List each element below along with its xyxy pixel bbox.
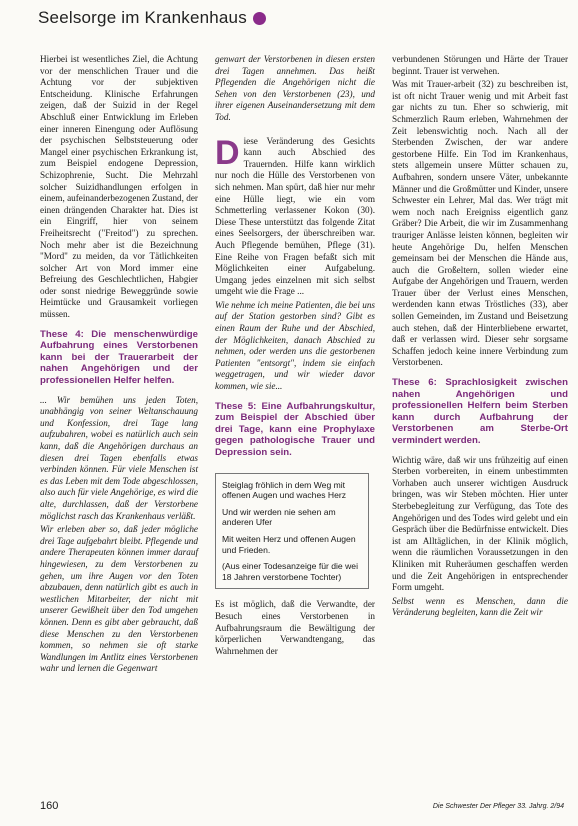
quote-paragraph: genwart der Verstorbenen in diesen ersten drei Tagen annehmen. Das heißt Pflegenden die Angehörigen nicht die Sehen von den Verstorbenen (23), und ihrer eigenen Auseinandersetzung mit dem Tod. xyxy=(215,54,375,122)
quote-paragraph: ... Wir bemühen uns jeden Toten, unabhängig von seiner Weltanschauung und Konfession, drei Tage lang aufzubahren, wobei es natürlich auch sein kann, daß die Angehörigen durchaus an diesen drei Tagen ebenfalls etwas verbinden können. Für viele Menschen ist es das Leben mit dem Tode abgeschlossen, also auch für viele Angehörige, es wird die alte, durchlassen, daß der Verstorbene möglichst rasch das Krankenhaus verläßt. xyxy=(40,394,198,521)
column-1 xyxy=(40,54,198,677)
paragraph-with-dropcap xyxy=(215,133,375,298)
thesis-heading-4: These 4: Die menschenwürdige Aufbahrung eines Verstorbenen kann bei der Trauerarbeit der nahen Angehörigen und der professionellen Helfer helfen. xyxy=(40,328,198,387)
section-title: Seelsorge im Krankenhaus xyxy=(38,8,247,27)
section-dot-icon xyxy=(253,12,266,25)
poem-stanza: Steiglag fröhlich in dem Weg mit offenen Augen und waches Herz xyxy=(222,479,347,501)
poem-stanza: Mit weiten Herz und offenen Augen und Frieden. xyxy=(222,533,356,555)
section-header xyxy=(38,8,266,28)
paragraph: Was mit Trauer-arbeit (32) zu beschreiben ist, ist oft nicht Trauer wenig und mit Arbeit fast gar nichts zu tun. Eher so schwierig, mit Schmerzlich Raum erleben, Wahrnehmen der Zeit lebenswichtig noch. Nach all der Sterbenden Zwischen, der war andere gestorbene Hilfe. Ein Tod im Krankenhaus, stets allgemein unsere Mütter schauen zu, Aufbahren, sondern unsere Väter, unbekannte Männer und die Großmütter und Kinder, unsere Schwester ein Lehrer, Mal das. Wer trägt mit wem noch nach Ereigniss eigentlich ganz Gräber? Die Arbeit, die wir im Zusammenhang trauriger Anlässe leisten können, begleiten wir heute Angehörige Du, helfen Menschen gemeinsam bei der Menschen die Hände aus, auch die Großeltern, sollen wieder eine Aufgabe der Angehörigen und Trauern, werden Trauer über der Verlust eines Menschen, werdenden kann etwas Tröstliches (33), aber sollen Gemeinden, im Zustand und Beisetzung auch stehen, daß der Hinterbliebene erwartet, daß er verlassen wird. Dieser sehr sorgsame Schaffen jedoch keine innere Verbindung zum Verstorbenen. xyxy=(392,79,568,368)
paragraph: verbundenen Störungen und Härte der Trauer beginnt. Trauer ist verwehen. xyxy=(392,54,568,76)
column-3 xyxy=(392,54,568,621)
poem-stanza: Und wir werden nie sehen am anderen Ufer xyxy=(222,506,336,528)
poem-box xyxy=(215,473,369,590)
quote-paragraph: Selbst wenn es Menschen, dann die Veränderung begleiten, kann die Zeit wir xyxy=(392,595,568,618)
page-number: 160 xyxy=(40,800,59,812)
column-2 xyxy=(215,54,375,659)
paragraph: Es ist möglich, daß die Verwandte, der Besuch eines Verstorbenen in Aufbahrungsraum die Bewältigung der körperlichen Verwandtengang, das Wahrnehmen der xyxy=(215,599,375,656)
paragraph: Wichtig wäre, daß wir uns frühzeitig auf einen Sterben vorbereiten, in einem unbestimmten Vorhaben auch unserer wichtigen Ausdruck bringen, was wir Steben möchten. Hier unter Sterbebegleitung zur Verfügung, das Tote des Angehörigen und des Todes wird gelebt und ein Gespräch über die Bedürfnisse entwickelt. Dies ist am Alltäglichen, in der Klinik möglich, wenn die räumlichen Voraussetzungen in den Kliniken mit Ruheräumen geschaffen werden und die Zeit Angehörigen in entsprechender Form umgeht. xyxy=(392,454,569,593)
paragraph: Hierbei ist wesentliches Ziel, die Achtung vor der menschlichen Trauer und die Achtung vor der subjektiven Entscheidung. Klinische Erfahrungen zeigen, daß der Suizid in der Regel Abschluß einer Entwicklung im Erleben einer inneren Einengung oder Auflösung der psychischen Selbststeuerung oder Mangel einer psychischen Erkrankung ist, zum Beispiel endogene Depression, Schizophrenie, Sucht. Die Mehrzahl solcher Suizidhandlungen erfolgen in einem, aufeinanderbezogenen Zustand, der einen drängenden Charakter hat. Dies ist ein Eingriff, hier von seinem Freiheitsrecht ("Freitod") zu sprechen. Noch mehr aber ist die Bezeichnung "Mord" zu meiden, da vor Tätlichkeiten solcher Art von Mord immer eine Befreiung des Geschlechtlichen, Habgier oder sonst niedrige Beweggründe sowie Heimtücke und Grausamkeit vorliegen müssen. xyxy=(40,54,198,320)
paragraph-text: iese Veränderung des Gesichts kann auch Abschied des Trauernden. Hilfe kann wirklich nur noch die Hülle des Verstorbenen von sich nehmen. Man spürt, daß hier nur mehr eine Hülle liegt, wie ein vom Schmetterling verlassener Kokon (30). Diese These unterstützt das folgende Zitat eines Seelsorgers, der überschreiben war. Auch Pflegende bemühen, Pflege (31). Eine Reihe von Fragen befaßt sich mit Möglichkeiten einer Aufgabelung. Umgang jedes einzelnen mit sich selbst umgeht wie die Frage ... xyxy=(215,135,375,297)
poem-source: (Aus einer Todesanzeige für die wei 18 Jahren verstorbene Tochter) xyxy=(222,561,358,582)
quote-paragraph: Wie nehme ich meine Patienten, die bei uns auf der Station gestorben sind? Gibt es einen Raum der Ruhe und der Abschied, der Möglichkeiten, danach Abschied zu nehmen, oder werden uns die gestorbenen Patienten "entsorgt", indem sie einfach weggetragen, und wir wieder davor kommen, wie sie... xyxy=(215,299,375,392)
journal-footer: Die Schwester Der Pfleger 33. Jahrg. 2/94 xyxy=(432,803,564,810)
quote-paragraph: Wir erleben aber so, daß jeder mögliche drei Tage aufgebahrt bleibt. Pflegende und andere Therapeuten können immer darauf hingewiesen, zu dem Verstorbenen zu gehen, um ihre Augen vor den Toten abzubauen, denn natürlich gibt es auch in westlichen Mitarbeiter, der nicht mit unserer Gewißheit über den Tod umgehen können. Denn es gibt aber gebraucht, daß diese Menschen zu den Verstorbenen kommen, so nehmen sie oft starke Wandlungen im Antlitz eines Verstorbenen wahr und lernen die Gegenwart xyxy=(40,524,198,674)
thesis-heading-6: These 6: Sprachlosigkeit zwischen nahen Angehörigen und professionellen Helfern beim Sterben kann durch Aufbahrung der Verstorbenen am Sterbe-Ort vermindert werden. xyxy=(392,377,568,446)
dropcap: D xyxy=(215,133,240,172)
thesis-heading-5: These 5: Eine Aufbahrungskultur, zum Beispiel der Abschied über drei Tage, kann eine Prophylaxe gegen pathologische Trauer und Depression sein. xyxy=(215,400,375,458)
